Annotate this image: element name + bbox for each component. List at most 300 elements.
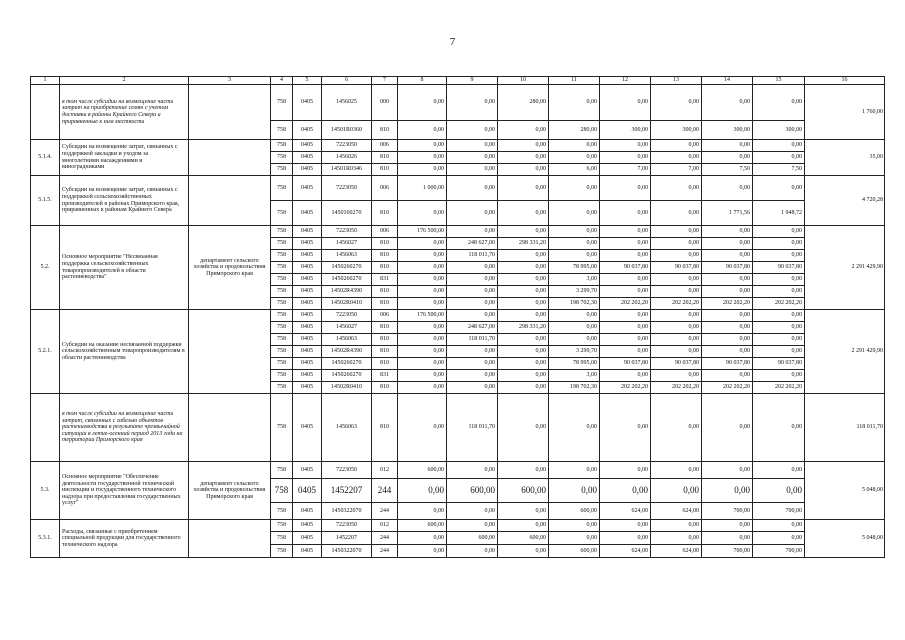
responsible-dept-cell — [189, 176, 271, 226]
expense-type-cell: 810 — [372, 298, 398, 310]
section-code-cell: 0405 — [293, 201, 322, 226]
amount-2020-cell: 0,00 — [702, 140, 753, 152]
section-code-cell: 0405 — [293, 226, 322, 238]
amount-2017-cell: 0,00 — [549, 152, 600, 164]
row-number-cell — [31, 85, 60, 140]
target-article-cell: 7223050 — [322, 140, 372, 152]
amount-2019-cell: 90 037,80 — [651, 262, 702, 274]
amount-2014-cell: 0,00 — [398, 262, 447, 274]
target-article-cell: 1450160270 — [322, 201, 372, 226]
admin-code-cell: 758 — [271, 176, 293, 201]
section-code-cell: 0405 — [293, 334, 322, 346]
amount-2017-cell: 0,00 — [549, 322, 600, 334]
amount-2017-cell: 78 995,00 — [549, 358, 600, 370]
amount-2018-cell: 0,00 — [600, 462, 651, 479]
amount-2019-cell: 0,00 — [651, 274, 702, 286]
section-code-cell: 0405 — [293, 346, 322, 358]
amount-2020-cell: 0,00 — [702, 286, 753, 298]
amount-2017-cell: 0,00 — [549, 176, 600, 201]
admin-code-cell: 758 — [271, 479, 293, 503]
amount-2014-cell: 0,00 — [398, 250, 447, 262]
amount-2016-cell: 0,00 — [498, 226, 549, 238]
amount-2016-cell: 0,00 — [498, 201, 549, 226]
amount-2020-cell: 300,00 — [702, 121, 753, 140]
measure-name-cell: Субсидии на возмещение затрат, связанных с поддержкой закладки и уходом за многолетними насаждениями и виноградниками — [60, 140, 189, 176]
measure-name-cell: Основное мероприятие "Несвязанная поддержка сельскохозяйственных товаропроизводителей в области растениеводства" — [60, 226, 189, 310]
row-number-cell: 5.2. — [31, 226, 60, 310]
expense-type-cell: 810 — [372, 164, 398, 176]
admin-code-cell: 758 — [271, 503, 293, 520]
amount-2019-cell: 202 202,20 — [651, 298, 702, 310]
target-article-cell: 14501R0360 — [322, 121, 372, 140]
amount-2017-cell: 600,00 — [549, 545, 600, 558]
amount-2018-cell: 90 037,80 — [600, 358, 651, 370]
amount-2014-cell: 176 500,00 — [398, 226, 447, 238]
amount-2020-cell: 0,00 — [702, 370, 753, 382]
amount-2014-cell: 0,00 — [398, 370, 447, 382]
header-cell: 11 — [549, 77, 600, 85]
amount-2020-cell: 202 202,20 — [702, 298, 753, 310]
amount-2021-cell: 0,00 — [753, 250, 805, 262]
amount-2019-cell: 90 037,80 — [651, 358, 702, 370]
target-article-cell: 14502R4390 — [322, 346, 372, 358]
expense-type-cell: 244 — [372, 532, 398, 545]
measure-name-cell: Субсидии на оказание несвязанной поддержки сельскохозяйственным товаропроизводителям в области растениеводства — [60, 310, 189, 394]
amount-2020-cell: 0,00 — [702, 346, 753, 358]
measure-name-cell: в том числе субсидии на возмещение части затрат, связанных с гибелью объектов растениеводства в результате чрезвычайной ситуации в летне-осенний период 2013 года на территории Приморского края — [60, 394, 189, 462]
amount-2015-cell: 248 627,00 — [447, 238, 498, 250]
admin-code-cell: 758 — [271, 298, 293, 310]
amount-2019-cell: 0,00 — [651, 238, 702, 250]
amount-2018-cell: 0,00 — [600, 394, 651, 462]
amount-2020-cell: 1 771,56 — [702, 201, 753, 226]
amount-2018-cell: 0,00 — [600, 226, 651, 238]
amount-2018-cell: 0,00 — [600, 520, 651, 532]
amount-2014-cell: 0,00 — [398, 121, 447, 140]
amount-2018-cell: 0,00 — [600, 370, 651, 382]
amount-2018-cell: 300,00 — [600, 121, 651, 140]
section-code-cell: 0405 — [293, 286, 322, 298]
target-article-cell: 1450260270 — [322, 274, 372, 286]
amount-2015-cell: 0,00 — [447, 382, 498, 394]
admin-code-cell: 758 — [271, 250, 293, 262]
amount-2015-cell: 118 011,70 — [447, 394, 498, 462]
amount-2020-cell: 0,00 — [702, 322, 753, 334]
amount-2021-cell: 0,00 — [753, 274, 805, 286]
amount-2018-cell: 0,00 — [600, 322, 651, 334]
responsible-dept-cell — [189, 310, 271, 394]
amount-2021-cell: 0,00 — [753, 286, 805, 298]
total-amount-cell: 5 048,00 — [805, 462, 885, 520]
amount-2015-cell: 0,00 — [447, 370, 498, 382]
amount-2020-cell: 0,00 — [702, 334, 753, 346]
expense-type-cell: 810 — [372, 238, 398, 250]
amount-2015-cell: 118 011,70 — [447, 334, 498, 346]
amount-2019-cell: 0,00 — [651, 370, 702, 382]
amount-2015-cell: 0,00 — [447, 262, 498, 274]
amount-2017-cell: 0,00 — [549, 394, 600, 462]
amount-2021-cell: 0,00 — [753, 532, 805, 545]
header-cell: 13 — [651, 77, 702, 85]
amount-2017-cell: 3 299,70 — [549, 286, 600, 298]
amount-2019-cell: 300,00 — [651, 121, 702, 140]
admin-code-cell: 758 — [271, 121, 293, 140]
amount-2017-cell: 3 299,70 — [549, 346, 600, 358]
table-row — [31, 85, 885, 121]
amount-2019-cell: 0,00 — [651, 322, 702, 334]
amount-2019-cell: 0,00 — [651, 140, 702, 152]
expense-type-cell: 810 — [372, 152, 398, 164]
amount-2015-cell: 600,00 — [447, 532, 498, 545]
measure-name-cell: Основное мероприятие "Обеспечение деятельности государственной технической инспекции и государственного технического надзора при предоставлении государственных услуг" — [60, 462, 189, 520]
admin-code-cell: 758 — [271, 394, 293, 462]
section-code-cell: 0405 — [293, 545, 322, 558]
amount-2015-cell: 0,00 — [447, 201, 498, 226]
header-cell: 5 — [293, 77, 322, 85]
table-body — [31, 77, 885, 558]
amount-2020-cell: 0,00 — [702, 152, 753, 164]
section-code-cell: 0405 — [293, 238, 322, 250]
amount-2014-cell: 0,00 — [398, 322, 447, 334]
target-article-cell: 1456027 — [322, 322, 372, 334]
page-number: 7 — [449, 36, 456, 48]
header-cell: 3 — [189, 77, 271, 85]
amount-2018-cell: 0,00 — [600, 250, 651, 262]
amount-2016-cell: 0,00 — [498, 334, 549, 346]
header-cell: 7 — [372, 77, 398, 85]
amount-2019-cell: 0,00 — [651, 201, 702, 226]
amount-2018-cell: 0,00 — [600, 201, 651, 226]
total-amount-cell: 1 760,00 — [805, 85, 885, 140]
target-article-cell: 1450260270 — [322, 262, 372, 274]
header-cell: 8 — [398, 77, 447, 85]
table-row — [31, 226, 885, 238]
amount-2014-cell: 0,00 — [398, 532, 447, 545]
amount-2014-cell: 0,00 — [398, 274, 447, 286]
amount-2021-cell: 0,00 — [753, 370, 805, 382]
amount-2017-cell: 0,00 — [549, 85, 600, 121]
amount-2016-cell: 0,00 — [498, 382, 549, 394]
amount-2015-cell: 0,00 — [447, 545, 498, 558]
amount-2014-cell: 0,00 — [398, 479, 447, 503]
row-number-cell: 5.3. — [31, 462, 60, 520]
amount-2020-cell: 0,00 — [702, 520, 753, 532]
admin-code-cell: 758 — [271, 152, 293, 164]
amount-2016-cell: 600,00 — [498, 532, 549, 545]
amount-2019-cell: 0,00 — [651, 85, 702, 121]
expense-type-cell: 244 — [372, 545, 398, 558]
amount-2017-cell: 600,00 — [549, 503, 600, 520]
expense-type-cell: 006 — [372, 226, 398, 238]
amount-2016-cell: 0,00 — [498, 176, 549, 201]
admin-code-cell: 758 — [271, 226, 293, 238]
amount-2018-cell: 202 202,20 — [600, 382, 651, 394]
amount-2021-cell: 0,00 — [753, 334, 805, 346]
section-code-cell: 0405 — [293, 140, 322, 152]
amount-2016-cell: 0,00 — [498, 545, 549, 558]
amount-2016-cell: 0,00 — [498, 262, 549, 274]
amount-2016-cell: 298 331,20 — [498, 238, 549, 250]
measure-name-cell: Субсидии на возмещение затрат, связанных с поддержкой сельскохозяйственных производителей в районах Приморского края, приравненных к районам Крайнего Севера — [60, 176, 189, 226]
expense-type-cell: 810 — [372, 382, 398, 394]
amount-2015-cell: 0,00 — [447, 140, 498, 152]
amount-2016-cell: 0,00 — [498, 462, 549, 479]
target-article-cell: 14502R0410 — [322, 382, 372, 394]
amount-2015-cell: 0,00 — [447, 298, 498, 310]
amount-2021-cell: 0,00 — [753, 462, 805, 479]
amount-2016-cell: 0,00 — [498, 503, 549, 520]
admin-code-cell: 758 — [271, 201, 293, 226]
target-article-cell: 14502R4390 — [322, 286, 372, 298]
amount-2021-cell: 90 037,80 — [753, 262, 805, 274]
amount-2015-cell: 0,00 — [447, 286, 498, 298]
amount-2021-cell: 0,00 — [753, 346, 805, 358]
target-article-cell: 14501R0346 — [322, 164, 372, 176]
budget-table — [30, 76, 885, 558]
amount-2017-cell: 0,00 — [549, 479, 600, 503]
amount-2014-cell: 600,00 — [398, 520, 447, 532]
target-article-cell: 7223050 — [322, 176, 372, 201]
amount-2019-cell: 0,00 — [651, 462, 702, 479]
amount-2021-cell: 0,00 — [753, 520, 805, 532]
amount-2020-cell: 0,00 — [702, 479, 753, 503]
section-code-cell: 0405 — [293, 164, 322, 176]
amount-2019-cell: 7,00 — [651, 164, 702, 176]
amount-2017-cell: 0,00 — [549, 462, 600, 479]
amount-2019-cell: 0,00 — [651, 226, 702, 238]
admin-code-cell: 758 — [271, 382, 293, 394]
amount-2017-cell: 0,00 — [549, 334, 600, 346]
admin-code-cell: 758 — [271, 85, 293, 121]
amount-2015-cell: 0,00 — [447, 152, 498, 164]
amount-2017-cell: 0,00 — [549, 238, 600, 250]
amount-2018-cell: 0,00 — [600, 238, 651, 250]
admin-code-cell: 758 — [271, 532, 293, 545]
header-cell: 15 — [753, 77, 805, 85]
amount-2018-cell: 202 202,20 — [600, 298, 651, 310]
amount-2019-cell: 0,00 — [651, 346, 702, 358]
amount-2019-cell: 624,00 — [651, 545, 702, 558]
amount-2019-cell: 0,00 — [651, 250, 702, 262]
header-cell: 12 — [600, 77, 651, 85]
admin-code-cell: 758 — [271, 286, 293, 298]
amount-2014-cell: 0,00 — [398, 140, 447, 152]
amount-2017-cell: 0,00 — [549, 140, 600, 152]
header-cell: 16 — [805, 77, 885, 85]
amount-2016-cell: 0,00 — [498, 274, 549, 286]
table-row — [31, 520, 885, 532]
amount-2020-cell: 90 037,80 — [702, 262, 753, 274]
amount-2014-cell: 0,00 — [398, 545, 447, 558]
header-cell: 2 — [60, 77, 189, 85]
amount-2021-cell: 700,00 — [753, 503, 805, 520]
admin-code-cell: 758 — [271, 334, 293, 346]
expense-type-cell: 810 — [372, 262, 398, 274]
row-number-cell: 5.1.5. — [31, 176, 60, 226]
amount-2021-cell: 0,00 — [753, 310, 805, 322]
amount-2021-cell: 0,00 — [753, 140, 805, 152]
admin-code-cell: 758 — [271, 358, 293, 370]
section-code-cell: 0405 — [293, 310, 322, 322]
total-amount-cell: 35,00 — [805, 140, 885, 176]
amount-2016-cell: 0,00 — [498, 152, 549, 164]
header-cell: 14 — [702, 77, 753, 85]
target-article-cell: 1456025 — [322, 85, 372, 121]
expense-type-cell: 810 — [372, 334, 398, 346]
amount-2021-cell: 0,00 — [753, 322, 805, 334]
amount-2019-cell: 0,00 — [651, 394, 702, 462]
amount-2018-cell: 624,00 — [600, 545, 651, 558]
amount-2017-cell: 6,00 — [549, 164, 600, 176]
amount-2020-cell: 0,00 — [702, 532, 753, 545]
amount-2018-cell: 0,00 — [600, 310, 651, 322]
expense-type-cell: 810 — [372, 121, 398, 140]
section-code-cell: 0405 — [293, 298, 322, 310]
target-article-cell: 7223050 — [322, 226, 372, 238]
admin-code-cell: 758 — [271, 520, 293, 532]
amount-2015-cell: 0,00 — [447, 462, 498, 479]
expense-type-cell: 831 — [372, 370, 398, 382]
amount-2020-cell: 0,00 — [702, 462, 753, 479]
expense-type-cell: 810 — [372, 286, 398, 298]
section-code-cell: 0405 — [293, 532, 322, 545]
target-article-cell: 1456027 — [322, 238, 372, 250]
amount-2021-cell: 0,00 — [753, 394, 805, 462]
amount-2017-cell: 0,00 — [549, 201, 600, 226]
amount-2017-cell: 3,00 — [549, 274, 600, 286]
amount-2016-cell: 0,00 — [498, 286, 549, 298]
amount-2018-cell: 0,00 — [600, 176, 651, 201]
header-cell: 9 — [447, 77, 498, 85]
amount-2020-cell: 7,50 — [702, 164, 753, 176]
section-code-cell: 0405 — [293, 152, 322, 164]
amount-2021-cell: 0,00 — [753, 238, 805, 250]
section-code-cell: 0405 — [293, 85, 322, 121]
amount-2016-cell: 0,00 — [498, 358, 549, 370]
amount-2017-cell: 0,00 — [549, 310, 600, 322]
amount-2017-cell: 280,00 — [549, 121, 600, 140]
amount-2019-cell: 0,00 — [651, 152, 702, 164]
amount-2018-cell: 0,00 — [600, 152, 651, 164]
amount-2015-cell: 118 011,70 — [447, 250, 498, 262]
amount-2020-cell: 202 202,20 — [702, 382, 753, 394]
amount-2021-cell: 202 202,20 — [753, 298, 805, 310]
admin-code-cell: 758 — [271, 310, 293, 322]
amount-2015-cell: 0,00 — [447, 346, 498, 358]
amount-2014-cell: 1 000,00 — [398, 176, 447, 201]
admin-code-cell: 758 — [271, 274, 293, 286]
amount-2015-cell: 0,00 — [447, 310, 498, 322]
amount-2021-cell: 90 037,80 — [753, 358, 805, 370]
amount-2015-cell: 0,00 — [447, 121, 498, 140]
row-number-cell — [31, 394, 60, 462]
header-cell: 10 — [498, 77, 549, 85]
amount-2021-cell: 202 202,20 — [753, 382, 805, 394]
amount-2019-cell: 0,00 — [651, 310, 702, 322]
section-code-cell: 0405 — [293, 358, 322, 370]
expense-type-cell: 810 — [372, 250, 398, 262]
expense-type-cell: 000 — [372, 85, 398, 121]
amount-2020-cell: 0,00 — [702, 226, 753, 238]
amount-2021-cell: 7,50 — [753, 164, 805, 176]
responsible-dept-cell — [189, 85, 271, 140]
amount-2017-cell: 0,00 — [549, 520, 600, 532]
admin-code-cell: 758 — [271, 164, 293, 176]
amount-2018-cell: 90 037,80 — [600, 262, 651, 274]
amount-2014-cell: 0,00 — [398, 164, 447, 176]
admin-code-cell: 758 — [271, 346, 293, 358]
admin-code-cell: 758 — [271, 545, 293, 558]
amount-2015-cell: 248 627,00 — [447, 322, 498, 334]
expense-type-cell: 810 — [372, 358, 398, 370]
section-code-cell: 0405 — [293, 274, 322, 286]
target-article-cell: 7223050 — [322, 520, 372, 532]
amount-2016-cell: 0,00 — [498, 298, 549, 310]
responsible-dept-cell — [189, 520, 271, 558]
expense-type-cell: 810 — [372, 394, 398, 462]
expense-type-cell: 006 — [372, 310, 398, 322]
admin-code-cell: 758 — [271, 370, 293, 382]
target-article-cell: 1456063 — [322, 250, 372, 262]
expense-type-cell: 244 — [372, 479, 398, 503]
section-code-cell: 0405 — [293, 394, 322, 462]
amount-2019-cell: 0,00 — [651, 334, 702, 346]
total-amount-cell: 2 291 429,90 — [805, 226, 885, 310]
table-row — [31, 176, 885, 201]
amount-2016-cell: 298 331,20 — [498, 322, 549, 334]
target-article-cell: 1450260270 — [322, 358, 372, 370]
expense-type-cell: 006 — [372, 176, 398, 201]
amount-2019-cell: 0,00 — [651, 520, 702, 532]
amount-2020-cell: 0,00 — [702, 274, 753, 286]
amount-2018-cell: 7,00 — [600, 164, 651, 176]
table-row — [31, 462, 885, 479]
amount-2018-cell: 0,00 — [600, 85, 651, 121]
amount-2014-cell: 0,00 — [398, 201, 447, 226]
amount-2021-cell: 1 948,72 — [753, 201, 805, 226]
amount-2019-cell: 0,00 — [651, 286, 702, 298]
amount-2018-cell: 0,00 — [600, 479, 651, 503]
measure-name-cell: в том числе субсидии на возмещение части затрат на приобретение семян с учетом доставки в районы Крайнего Севера и приравненные к ним местности — [60, 85, 189, 140]
amount-2017-cell: 0,00 — [549, 226, 600, 238]
admin-code-cell: 758 — [271, 140, 293, 152]
amount-2015-cell: 0,00 — [447, 164, 498, 176]
amount-2021-cell: 0,00 — [753, 85, 805, 121]
amount-2016-cell: 280,00 — [498, 85, 549, 121]
amount-2014-cell: 0,00 — [398, 503, 447, 520]
amount-2019-cell: 0,00 — [651, 479, 702, 503]
amount-2015-cell: 600,00 — [447, 479, 498, 503]
amount-2016-cell: 600,00 — [498, 479, 549, 503]
amount-2017-cell: 0,00 — [549, 532, 600, 545]
target-article-cell: 1452207 — [322, 479, 372, 503]
amount-2015-cell: 0,00 — [447, 503, 498, 520]
amount-2015-cell: 0,00 — [447, 358, 498, 370]
row-number-cell: 5.3.1. — [31, 520, 60, 558]
responsible-dept-cell: департамент сельского хозяйства и продовольствия Приморского края — [189, 462, 271, 520]
expense-type-cell: 810 — [372, 346, 398, 358]
target-article-cell: 1456026 — [322, 152, 372, 164]
section-code-cell: 0405 — [293, 370, 322, 382]
amount-2014-cell: 0,00 — [398, 382, 447, 394]
section-code-cell: 0405 — [293, 382, 322, 394]
amount-2015-cell: 0,00 — [447, 85, 498, 121]
amount-2016-cell: 0,00 — [498, 250, 549, 262]
total-amount-cell: 5 048,00 — [805, 520, 885, 558]
amount-2014-cell: 600,00 — [398, 462, 447, 479]
section-code-cell: 0405 — [293, 462, 322, 479]
admin-code-cell: 758 — [271, 238, 293, 250]
